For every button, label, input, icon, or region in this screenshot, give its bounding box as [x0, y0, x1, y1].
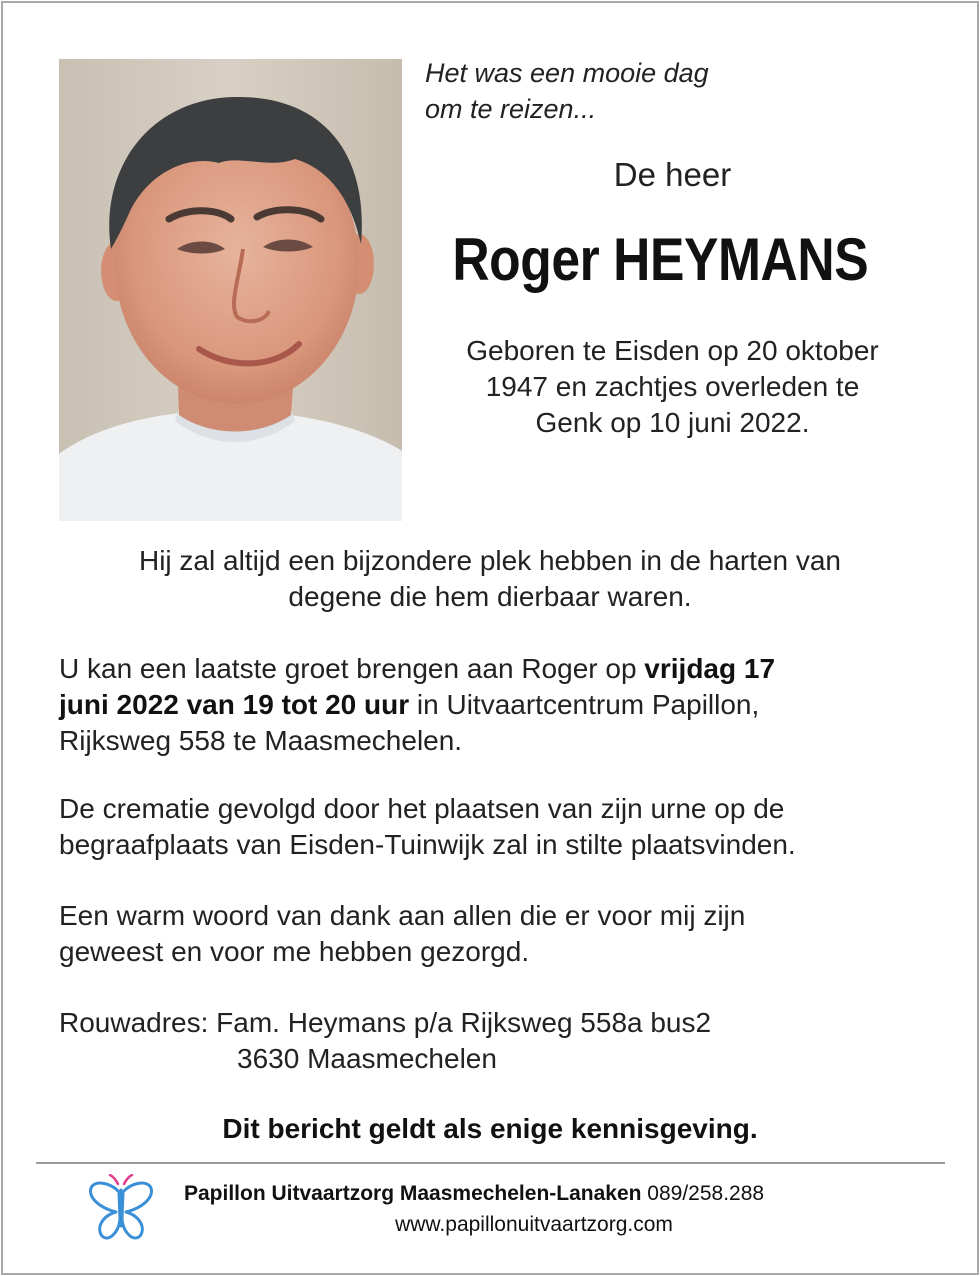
visitation-line-1 [59, 651, 939, 687]
footer-website[interactable]: www.papillonuitvaartzorg.com [395, 1213, 673, 1236]
visitation-paragraph [59, 651, 939, 759]
honorific: De heer [613, 156, 732, 193]
remembrance-line-2: degene die hem dierbaar waren. [288, 581, 692, 612]
cremation-line-1: De crematie gevolgd door het plaatsen van zijn urne op de [59, 793, 785, 824]
address-line-2: 3630 Maasmechelen [237, 1043, 497, 1074]
opening-quote [425, 55, 945, 127]
footer-company-line [184, 1180, 904, 1208]
birth-death-line-1: Geboren te Eisden op 20 oktober [466, 335, 879, 366]
portrait-image [59, 59, 402, 521]
visitation-line-3: Rijksweg 558 te Maasmechelen. [59, 725, 463, 756]
birth-death-info [410, 333, 935, 441]
footer-company: Papillon Uitvaartzorg Maasmechelen-Lanaken [184, 1182, 642, 1205]
portrait-photo [59, 59, 402, 521]
deceased-name: Roger HEYMANS [452, 226, 869, 293]
birth-death-line-2: 1947 en zachtjes overleden te [485, 371, 860, 402]
visitation-date-time: juni 2022 van 19 tot 20 uur [59, 689, 410, 720]
mourning-address [59, 1005, 939, 1077]
cremation-paragraph [59, 791, 939, 863]
visitation-location: in Uitvaartcentrum Papillon, [409, 689, 760, 720]
remembrance-text [40, 543, 940, 615]
birth-death-line-3: Genk op 10 juni 2022. [535, 407, 810, 438]
butterfly-icon [88, 1174, 154, 1244]
thanks-line-2: geweest en voor me hebben gezorgd. [59, 936, 530, 967]
quote-line-2: om te reizen... [425, 94, 597, 124]
address-line-1: Rouwadres: Fam. Heymans p/a Rijksweg 558a bus2 [59, 1007, 712, 1038]
footer-divider [36, 1162, 945, 1164]
visitation-intro: U kan een laatste groet brengen aan Roger op [59, 653, 645, 684]
visitation-date: vrijdag 17 [644, 653, 776, 684]
thanks-paragraph [59, 898, 939, 970]
thanks-line-1: Een warm woord van dank aan allen die er voor mij zijn [59, 900, 746, 931]
remembrance-line-1: Hij zal altijd een bijzondere plek hebben in de harten van [138, 545, 842, 576]
visitation-line-2 [59, 687, 939, 723]
cremation-line-2: begraafplaats van Eisden-Tuinwijk zal in stilte plaatsvinden. [59, 829, 796, 860]
footer-phone: 089/258.288 [641, 1182, 765, 1205]
notice-statement: Dit bericht geldt als enige kennisgeving. [222, 1113, 758, 1144]
quote-line-1: Het was een mooie dag [425, 58, 709, 88]
